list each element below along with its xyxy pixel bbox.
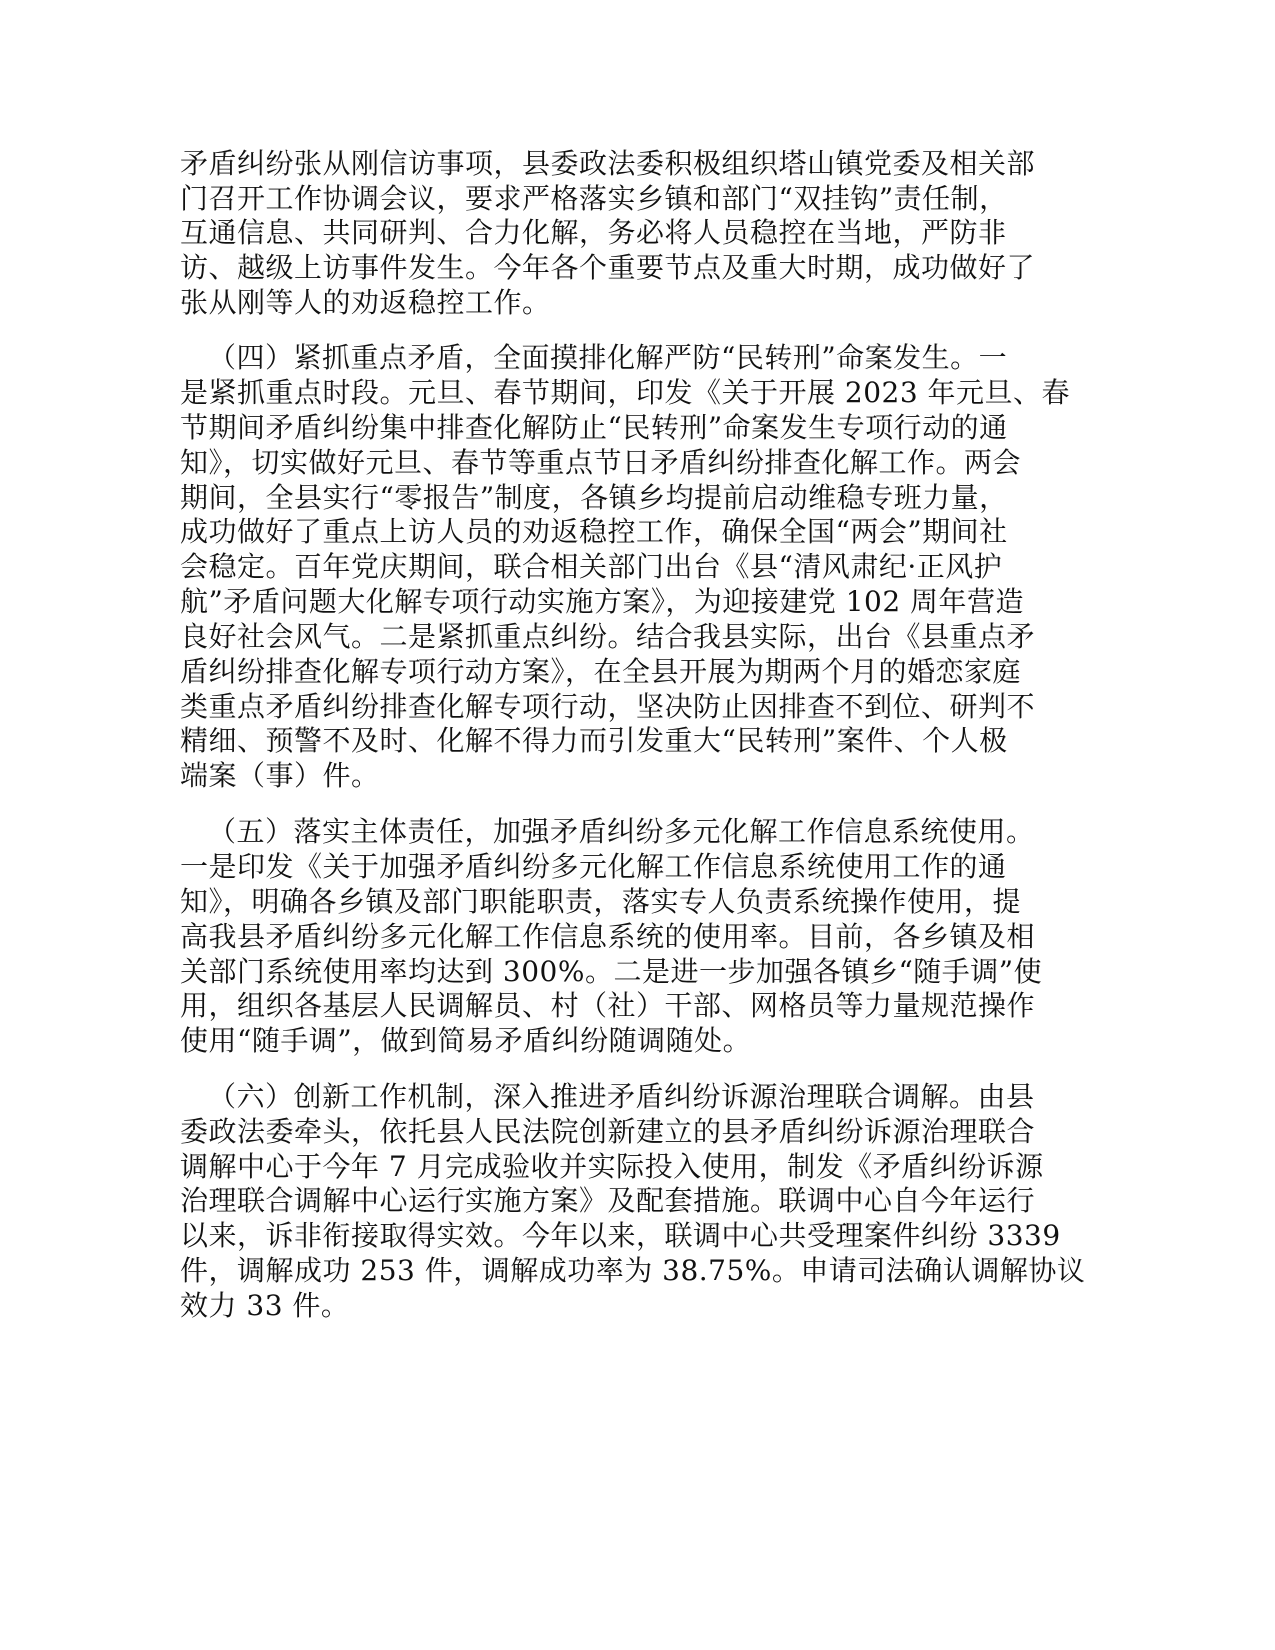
- text-line: 关部门系统使用率均达到 300%。二是进一步加强各镇乡“随手调”使: [180, 955, 1043, 988]
- text-line: 治理联合调解中心运行实施方案》及配套措施。联调中心自今年运行: [180, 1184, 1036, 1217]
- text-line: 互通信息、共同研判、合力化解，务必将人员稳控在当地，严防非: [180, 216, 1007, 249]
- text-line: 成功做好了重点上访人员的劝返稳控工作，确保全国“两会”期间社: [180, 515, 1008, 548]
- text-line: 类重点矛盾纠纷排查化解专项行动，坚决防止因排查不到位、研判不: [180, 690, 1036, 723]
- paragraph-first-line: （四）紧抓重点矛盾，全面摸排化解严防“民转刑”命案发生。一: [208, 341, 1008, 374]
- text-line: 矛盾纠纷张从刚信访事项，县委政法委积极组织塔山镇党委及相关部: [180, 147, 1036, 180]
- text-line: 航”矛盾问题大化解专项行动实施方案》，为迎接建党 102 周年营造: [180, 585, 1025, 618]
- text-line: 使用“随手调”，做到简易矛盾纠纷随调随处。: [180, 1024, 752, 1057]
- text-line: 访、越级上访事件发生。今年各个重要节点及重大时期，成功做好了: [180, 251, 1036, 284]
- paragraph-first-line: （五）落实主体责任，加强矛盾纠纷多元化解工作信息系统使用。: [208, 815, 1035, 848]
- text-line: 门召开工作协调会议，要求严格落实乡镇和部门“双挂钩”责任制，: [180, 182, 1008, 215]
- text-line: 知》，切实做好元旦、春节等重点节日矛盾纠纷排查化解工作。两会: [180, 446, 1022, 479]
- paragraph-first-line: （六）创新工作机制，深入推进矛盾纠纷诉源治理联合调解。由县: [208, 1080, 1035, 1113]
- text-line: 委政法委牵头，依托县人民法院创新建立的县矛盾纠纷诉源治理联合: [180, 1115, 1036, 1148]
- text-line: 效力 33 件。: [180, 1289, 350, 1322]
- text-line: 知》，明确各乡镇及部门职能职责，落实专人负责系统操作使用，提: [180, 885, 1022, 918]
- text-line: 张从刚等人的劝返稳控工作。: [180, 286, 551, 319]
- text-line: 用，组织各基层人民调解员、村（社）干部、网格员等力量规范操作: [180, 989, 1036, 1022]
- text-line: 是紧抓重点时段。元旦、春节期间，印发《关于开展 2023 年元旦、春: [180, 376, 1071, 409]
- text-line: 盾纠纷排查化解专项行动方案》，在全县开展为期两个月的婚恋家庭: [180, 655, 1022, 688]
- text-line: 节期间矛盾纠纷集中排查化解防止“民转刑”命案发生专项行动的通: [180, 411, 1008, 444]
- text-line: 以来，诉非衔接取得实效。今年以来，联调中心共受理案件纠纷 3339: [180, 1219, 1061, 1252]
- text-line: 一是印发《关于加强矛盾纠纷多元化解工作信息系统使用工作的通: [180, 850, 1007, 883]
- text-line: 会稳定。百年党庆期间，联合相关部门出台《县“清风肃纪·正风护: [180, 550, 1003, 583]
- text-line: 良好社会风气。二是紧抓重点纠纷。结合我县实际，出台《县重点矛: [180, 620, 1036, 653]
- text-line: 精细、预警不及时、化解不得力而引发重大“民转刑”案件、个人极: [180, 724, 1008, 757]
- text-line: 高我县矛盾纠纷多元化解工作信息系统的使用率。目前，各乡镇及相: [180, 920, 1036, 953]
- text-line: 件，调解成功 253 件，调解成功率为 38.75%。申请司法确认调解协议: [180, 1254, 1086, 1287]
- text-line: 端案（事）件。: [180, 759, 380, 792]
- text-line: 期间，全县实行“零报告”制度，各镇乡均提前启动维稳专班力量，: [180, 481, 1008, 514]
- text-line: 调解中心于今年 7 月完成验收并实际投入使用，制发《矛盾纠纷诉源: [180, 1150, 1044, 1183]
